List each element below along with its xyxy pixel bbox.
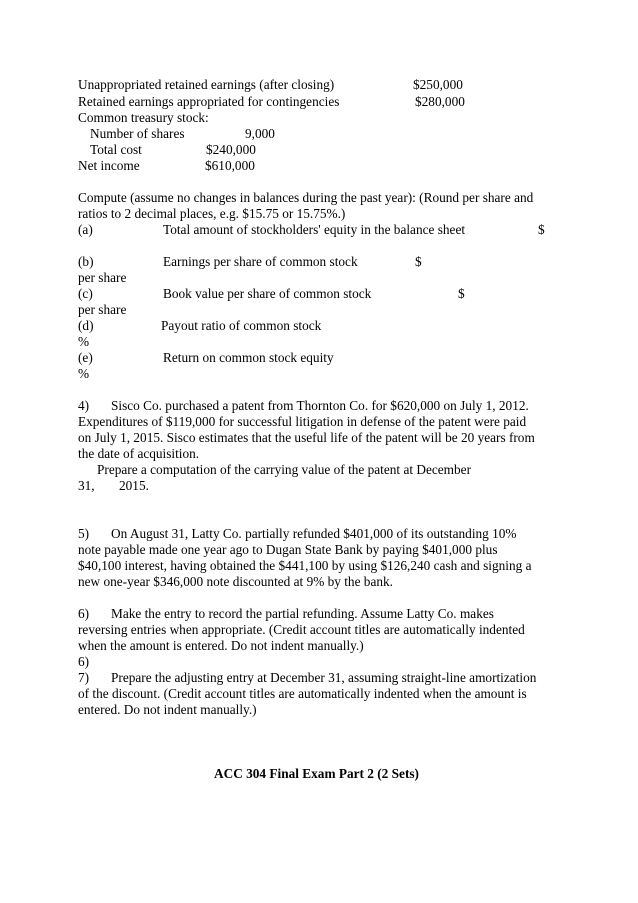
- shares-value: 9,000: [245, 126, 275, 141]
- shares-label: Number of shares: [90, 126, 185, 141]
- item-a-text: Total amount of stockholders' equity in the balance sheet: [163, 222, 466, 237]
- net-income-label: Net income: [78, 158, 140, 173]
- item-b-text: Earnings per share of common stock: [163, 254, 358, 269]
- q6-line-2: reversing entries when appropriate. (Credit account titles are automatically indented: [78, 622, 525, 637]
- q7-number: 7): [78, 670, 90, 685]
- cost-value: $240,000: [206, 142, 256, 157]
- item-c-unit: $: [458, 286, 465, 301]
- item-c-letter: (c): [78, 286, 93, 301]
- q6-blank-number: 6): [78, 654, 90, 669]
- net-income-value: $610,000: [205, 158, 255, 173]
- item-d-text: Payout ratio of common stock: [161, 318, 322, 333]
- item-e-suffix: %: [78, 366, 90, 381]
- item-c-text: Book value per share of common stock: [163, 286, 372, 301]
- q5-line-1: On August 31, Latty Co. partially refunded $401,000 of its outstanding 10%: [111, 526, 517, 541]
- q4-number: 4): [78, 398, 90, 413]
- footer-title: ACC 304 Final Exam Part 2 (2 Sets): [214, 766, 419, 781]
- item-b-letter: (b): [78, 254, 94, 269]
- compute-intro-2: ratios to 2 decimal places, e.g. $15.75 or 15.75%.): [78, 206, 346, 221]
- compute-intro-1: Compute (assume no changes in balances during the past year): (Round per share and: [78, 190, 534, 205]
- q7-line-3: entered. Do not indent manually.): [78, 702, 257, 717]
- item-d-letter: (d): [78, 318, 94, 333]
- q5-line-2: note payable made one year ago to Dugan State Bank by paying $401,000 plus: [78, 542, 498, 557]
- q4-line-1: Sisco Co. purchased a patent from Thornton Co. for $620,000 on July 1, 2012.: [111, 398, 529, 413]
- cost-label: Total cost: [90, 142, 142, 157]
- unappropriated-value: $250,000: [413, 77, 463, 92]
- treasury-label: Common treasury stock:: [78, 110, 209, 125]
- q4-line-6a: 31,: [78, 478, 95, 493]
- q4-line-4: the date of acquisition.: [78, 446, 200, 461]
- item-a-unit: $: [538, 222, 545, 237]
- unappropriated-label: Unappropriated retained earnings (after closing): [78, 77, 335, 92]
- appropriated-label: Retained earnings appropriated for contingencies: [78, 94, 340, 109]
- q4-line-6b: 2015.: [119, 478, 149, 493]
- q6-line-1: Make the entry to record the partial refunding. Assume Latty Co. makes: [111, 606, 494, 621]
- item-c-suffix: per share: [78, 302, 127, 317]
- q5-line-4: new one-year $346,000 note discounted at 9% by the bank.: [78, 574, 393, 589]
- item-e-text: Return on common stock equity: [163, 350, 334, 365]
- q6-line-3: when the amount is entered. Do not indent manually.): [78, 638, 364, 653]
- q5-number: 5): [78, 526, 90, 541]
- item-b-suffix: per share: [78, 270, 127, 285]
- q5-line-3: $40,100 interest, having obtained the $441,100 by using $126,240 cash and signing a: [78, 558, 532, 573]
- item-b-unit: $: [415, 254, 422, 269]
- item-d-suffix: %: [78, 334, 90, 349]
- appropriated-value: $280,000: [415, 94, 465, 109]
- q7-line-2: of the discount. (Credit account titles are automatically indented when the amount is: [78, 686, 527, 701]
- q7-line-1: Prepare the adjusting entry at December 31, assuming straight-line amortization: [111, 670, 537, 685]
- q4-line-5: Prepare a computation of the carrying value of the patent at December: [97, 462, 471, 477]
- item-a-letter: (a): [78, 222, 93, 237]
- item-e-letter: (e): [78, 350, 93, 365]
- q6-number: 6): [78, 606, 90, 621]
- q4-line-2: Expenditures of $119,000 for successful litigation in defense of the patent were paid: [78, 414, 527, 429]
- q4-line-3: on July 1, 2015. Sisco estimates that the useful life of the patent will be 20 years from: [78, 430, 535, 445]
